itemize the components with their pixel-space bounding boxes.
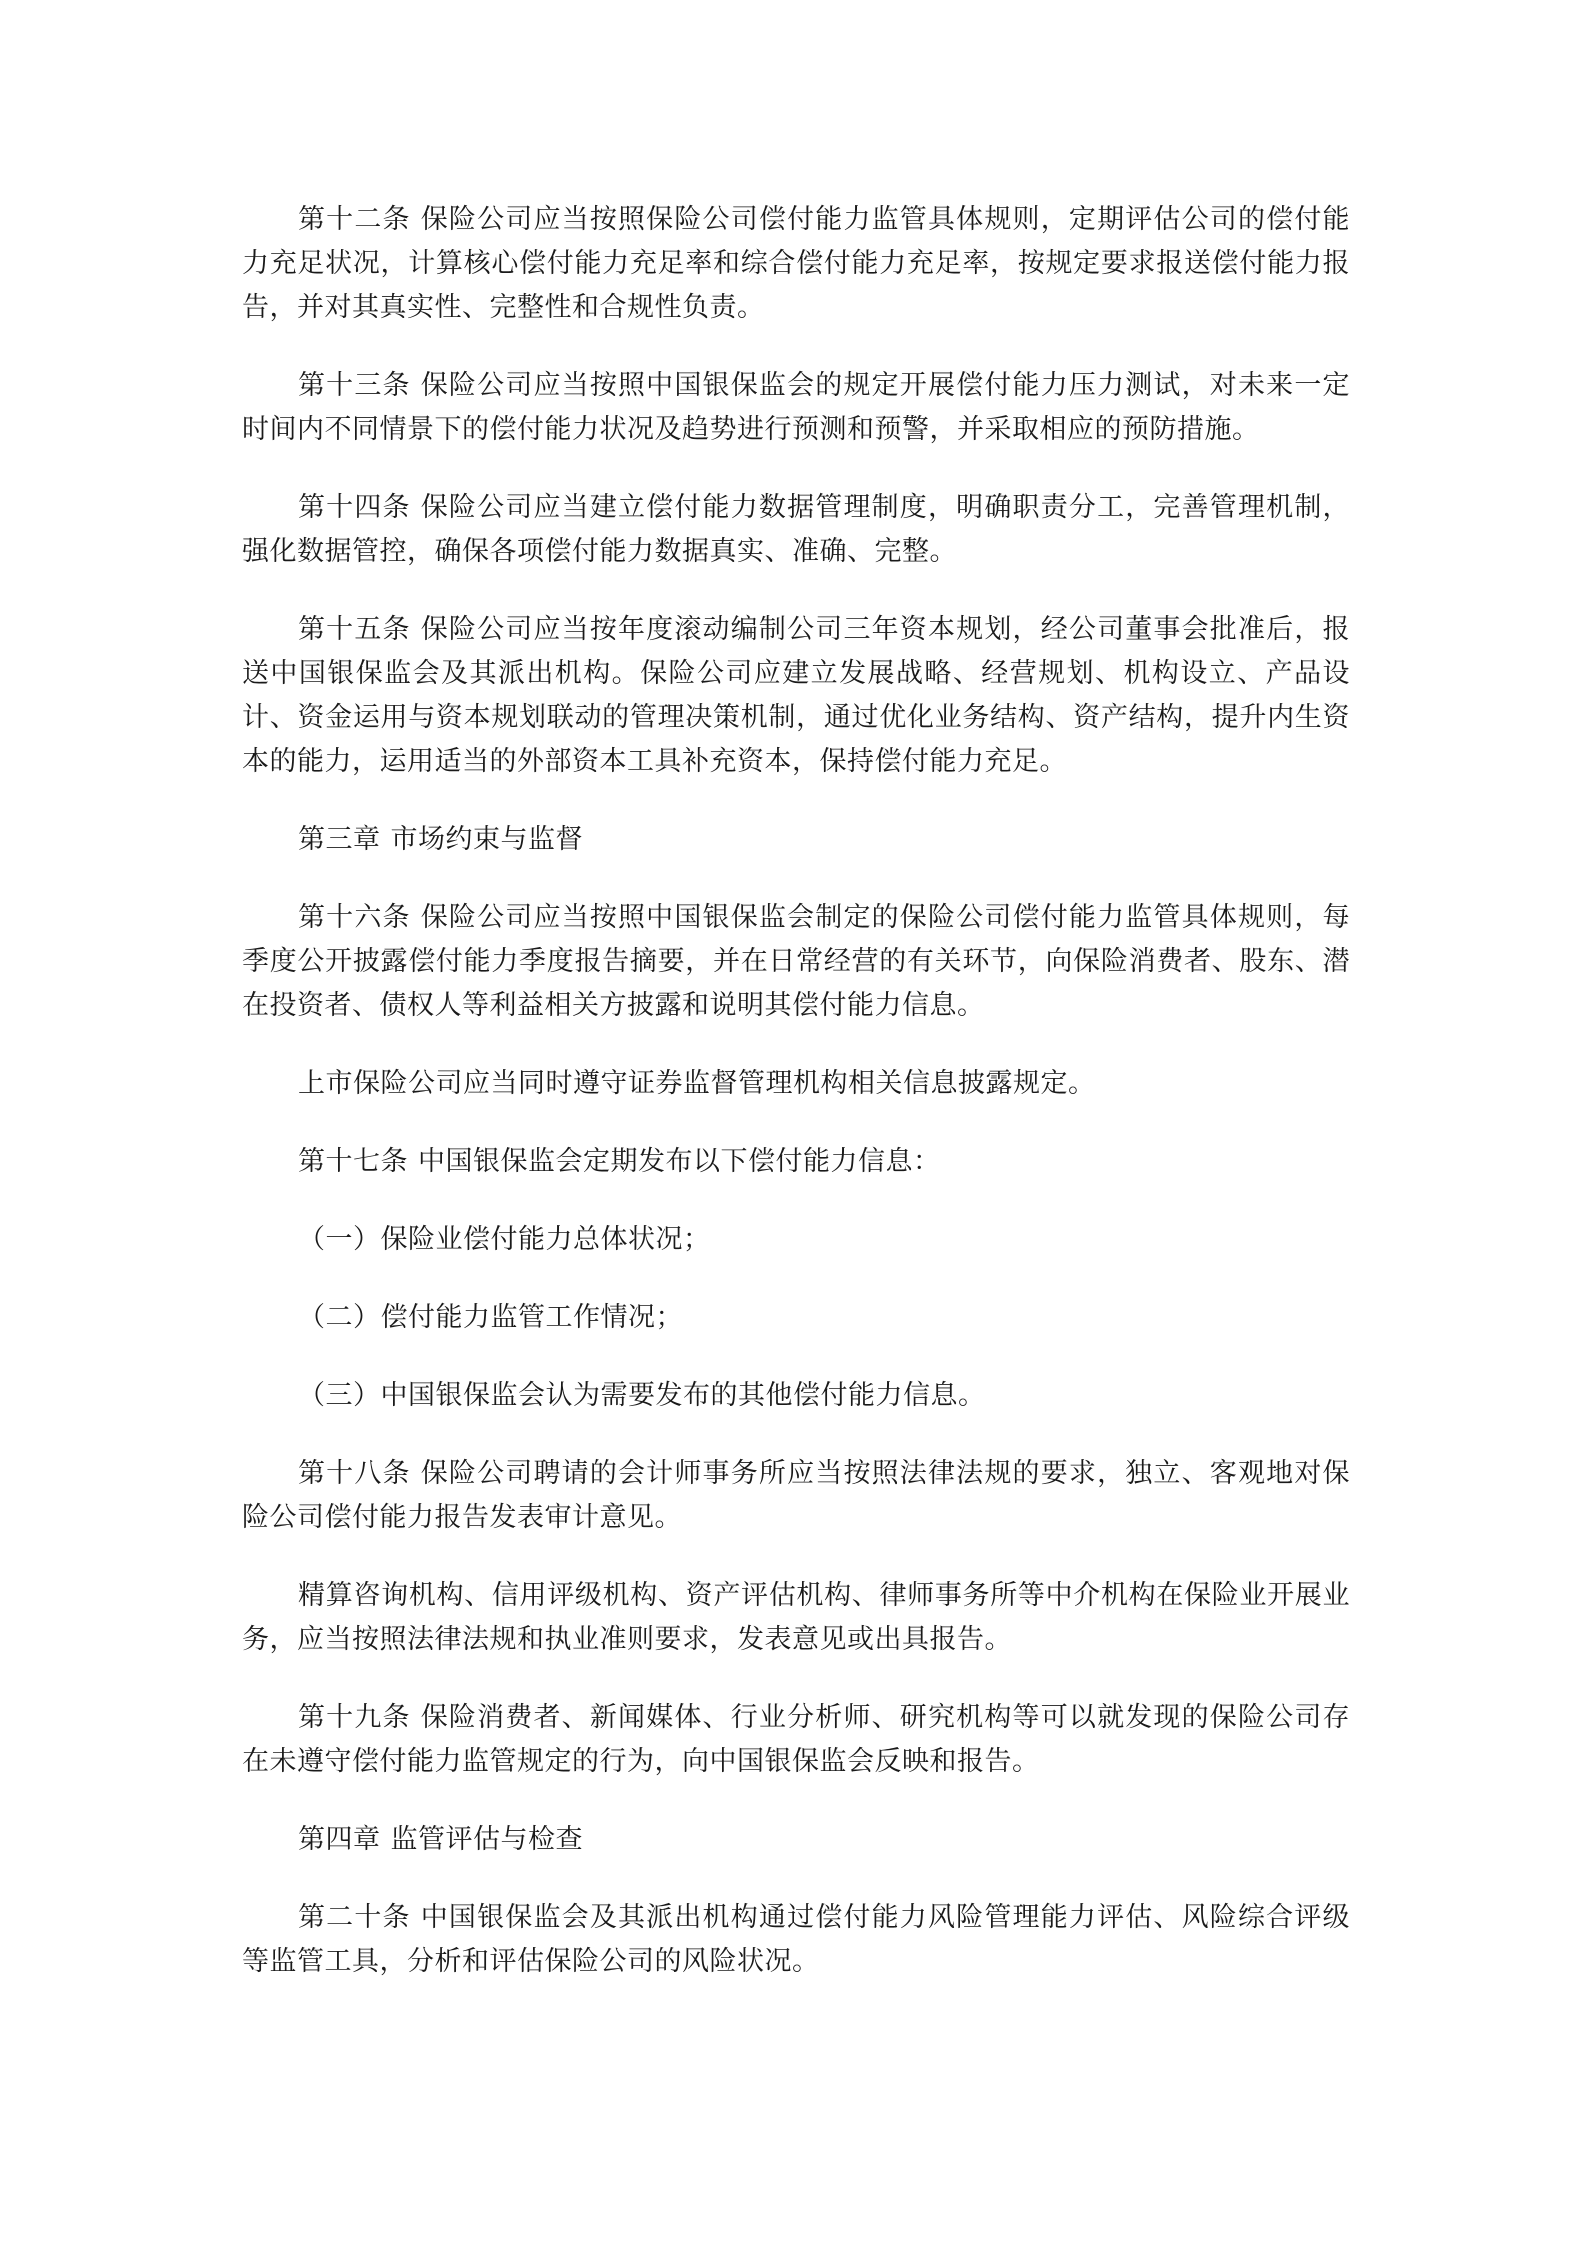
article-number: 第二十条 xyxy=(298,1902,411,1933)
article-16-paragraph-2 xyxy=(242,1062,1350,1106)
article-number: 第十七条 xyxy=(298,1146,408,1177)
paragraph-text: 精算咨询机构、信用评级机构、资产评估机构、律师事务所等中介机构在保险业开展业务，应当按照法律法规和执业准则要求，发表意见或出具报告。 xyxy=(242,1580,1350,1655)
article-number: 第十九条 xyxy=(298,1702,411,1733)
article-number: 第十四条 xyxy=(298,492,411,523)
article-18-paragraph-2 xyxy=(242,1574,1350,1662)
chapter-3-heading xyxy=(242,818,1350,862)
chapter-number: 第四章 xyxy=(298,1824,381,1855)
list-item-2 xyxy=(242,1296,1350,1340)
article-text: 中国银保监会及其派出机构通过偿付能力风险管理能力评估、风险综合评级等监管工具，分析和评估保险公司的风险状况。 xyxy=(242,1902,1351,1977)
chapter-number: 第三章 xyxy=(298,824,381,855)
list-item-text: （三）中国银保监会认为需要发布的其他偿付能力信息。 xyxy=(298,1380,986,1411)
article-17 xyxy=(242,1140,1350,1184)
chapter-title: 市场约束与监督 xyxy=(390,824,583,855)
article-text: 保险公司应当按照保险公司偿付能力监管具体规则，定期评估公司的偿付能力充足状况，计算核心偿付能力充足率和综合偿付能力充足率，按规定要求报送偿付能力报告，并对其真实性、完整性和合规性负责。 xyxy=(242,204,1351,323)
article-19 xyxy=(242,1696,1350,1784)
article-text: 保险公司应当按照中国银保监会制定的保险公司偿付能力监管具体规则，每季度公开披露偿付能力季度报告摘要，并在日常经营的有关环节，向保险消费者、股东、潜在投资者、债权人等利益相关方披露和说明其偿付能力信息。 xyxy=(242,902,1351,1021)
article-number: 第十八条 xyxy=(298,1458,411,1489)
article-number: 第十六条 xyxy=(298,902,411,933)
list-item-3 xyxy=(242,1374,1350,1418)
article-16 xyxy=(242,896,1350,1028)
article-14 xyxy=(242,486,1350,574)
document-page xyxy=(242,198,1350,2018)
chapter-4-heading xyxy=(242,1818,1350,1862)
article-12 xyxy=(242,198,1350,330)
article-text: 保险消费者、新闻媒体、行业分析师、研究机构等可以就发现的保险公司存在未遵守偿付能力监管规定的行为，向中国银保监会反映和报告。 xyxy=(242,1702,1351,1777)
chapter-title: 监管评估与检查 xyxy=(390,1824,583,1855)
article-13 xyxy=(242,364,1350,452)
article-number: 第十二条 xyxy=(298,204,411,235)
article-18 xyxy=(242,1452,1350,1540)
article-number: 第十三条 xyxy=(298,370,411,401)
article-text: 保险公司聘请的会计师事务所应当按照法律法规的要求，独立、客观地对保险公司偿付能力报告发表审计意见。 xyxy=(242,1458,1351,1533)
article-20 xyxy=(242,1896,1350,1984)
list-item-text: （一）保险业偿付能力总体状况； xyxy=(298,1224,711,1255)
article-15 xyxy=(242,608,1350,784)
article-text: 保险公司应当按照中国银保监会的规定开展偿付能力压力测试，对未来一定时间内不同情景下的偿付能力状况及趋势进行预测和预警，并采取相应的预防措施。 xyxy=(242,370,1351,445)
article-number: 第十五条 xyxy=(298,614,411,645)
list-item-1 xyxy=(242,1218,1350,1262)
article-text: 中国银保监会定期发布以下偿付能力信息： xyxy=(418,1146,941,1177)
article-text: 保险公司应当按年度滚动编制公司三年资本规划，经公司董事会批准后，报送中国银保监会及其派出机构。保险公司应建立发展战略、经营规划、机构设立、产品设计、资金运用与资本规划联动的管理决策机制，通过优化业务结构、资产结构，提升内生资本的能力，运用适当的外部资本工具补充资本，保持偿付能力充足。 xyxy=(242,614,1351,777)
paragraph-text: 上市保险公司应当同时遵守证券监督管理机构相关信息披露规定。 xyxy=(298,1068,1096,1099)
article-text: 保险公司应当建立偿付能力数据管理制度，明确职责分工，完善管理机制，强化数据管控，确保各项偿付能力数据真实、准确、完整。 xyxy=(242,492,1351,567)
list-item-text: （二）偿付能力监管工作情况； xyxy=(298,1302,683,1333)
